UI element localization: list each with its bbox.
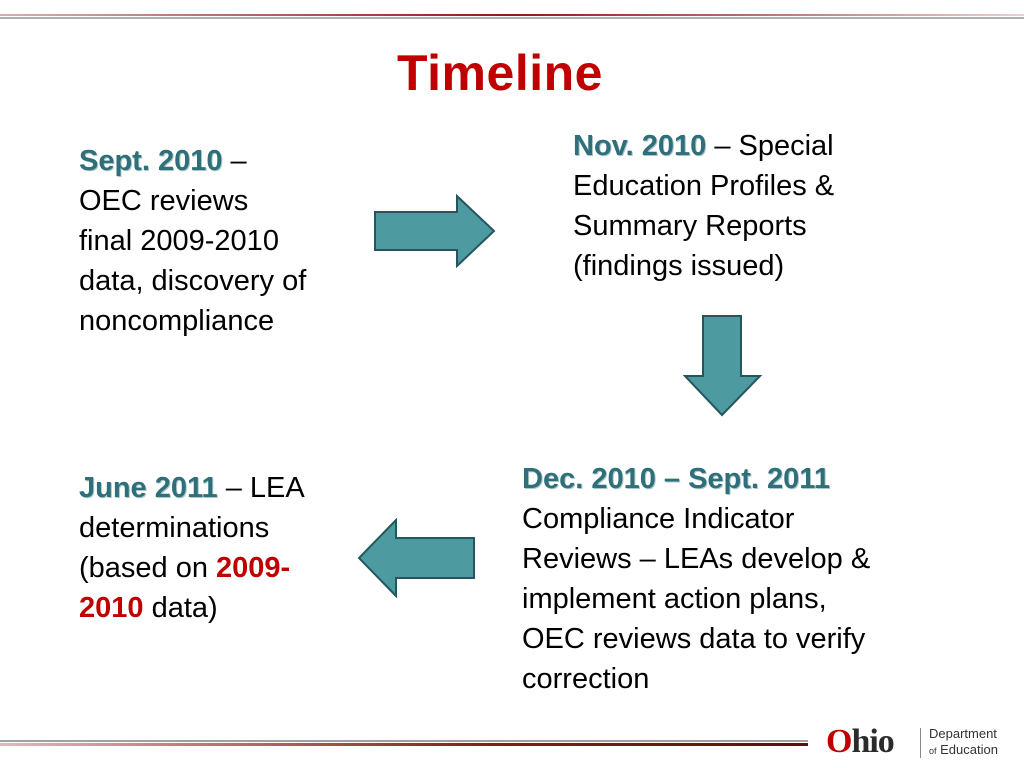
timeline-date: June 2011	[79, 472, 218, 504]
logo-dept-line2	[929, 742, 998, 759]
timeline-item-nov-2010	[573, 126, 903, 286]
arrow-down-icon	[683, 314, 763, 418]
logo-hio: hio	[851, 723, 894, 760]
timeline-text: Compliance Indicator Reviews – LEAs develop & implement action plans, OEC reviews data to verify correction	[522, 503, 871, 695]
timeline-date: Sept. 2010	[79, 145, 223, 177]
page-title: Timeline	[397, 45, 603, 101]
arrow-left-icon	[356, 518, 476, 598]
arrow-right-icon	[373, 194, 497, 268]
timeline-item-dec-2010-sept-2011	[522, 459, 952, 699]
timeline-date: Nov. 2010	[573, 130, 707, 162]
logo-department-text	[929, 726, 998, 759]
top-divider	[0, 14, 1024, 20]
timeline-text: data)	[143, 592, 218, 624]
ohio-department-of-education-logo	[826, 724, 1016, 760]
timeline-item-june-2011	[79, 468, 379, 628]
bottom-divider	[0, 740, 808, 747]
timeline-text: – LEA determinations (based on	[79, 472, 305, 584]
logo-of: of	[929, 746, 937, 756]
logo-divider	[920, 728, 921, 758]
timeline-highlight: 2009- 2010	[79, 552, 291, 624]
logo-wordmark	[826, 724, 894, 760]
logo-dept-line1: Department	[929, 726, 997, 741]
logo-o: O	[826, 723, 852, 760]
timeline-item-sept-2010	[79, 141, 369, 341]
timeline-date: Dec. 2010 – Sept. 2011	[522, 463, 830, 495]
timeline-text: – Special Education Profiles & Summary Reports (findings issued)	[573, 130, 835, 282]
logo-education: Education	[940, 742, 998, 757]
timeline-text: – OEC reviews final 2009-2010 data, discovery of noncompliance	[79, 145, 307, 337]
